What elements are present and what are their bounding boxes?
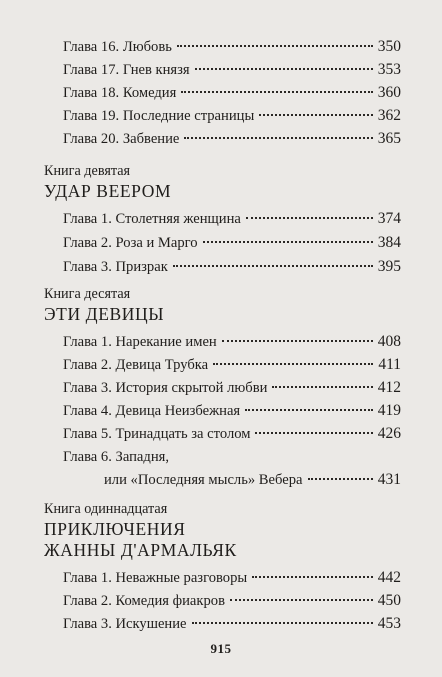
book-title: УДАР ВЕЕРОМ (44, 181, 172, 201)
entry-title: Глава 4. Девица Неизбежная (63, 403, 241, 419)
entry-title: Глава 1. Неважные разговоры (63, 570, 248, 586)
entry-title: Глава 2. Девица Трубка (63, 357, 209, 373)
entry-page: 350 (377, 38, 401, 55)
entry-page: 431 (377, 471, 401, 488)
toc-entry (63, 232, 401, 254)
book-label: Книга одиннадцатая (44, 501, 168, 517)
dot-leader (246, 216, 373, 219)
dot-leader (184, 136, 372, 139)
entry-page: 384 (377, 234, 401, 251)
entry-page: 453 (377, 615, 401, 632)
book-title: ЭТИ ДЕВИЦЫ (44, 304, 165, 324)
entry-title-continuation: или «Последняя мысль» Вебера (104, 472, 303, 488)
toc-entry (63, 377, 401, 399)
entry-title: Глава 1. Нарекание имен (63, 334, 217, 350)
toc-entry (63, 331, 401, 353)
entry-title: Глава 2. Роза и Марго (63, 235, 198, 251)
toc-entry (63, 400, 401, 422)
dot-leader (252, 575, 373, 578)
entry-title: Глава 16. Любовь (63, 39, 172, 55)
entry-title: Глава 3. История скрытой любви (63, 380, 268, 396)
dot-leader (255, 431, 372, 434)
entry-page: 426 (377, 425, 401, 442)
toc-entry (63, 128, 401, 150)
entry-title: Глава 20. Забвение (63, 131, 180, 147)
entry-page: 442 (377, 569, 401, 586)
entry-title: Глава 17. Гнев князя (63, 62, 190, 78)
dot-leader (230, 598, 373, 601)
entry-page: 411 (378, 356, 401, 373)
toc-entry (63, 105, 401, 127)
book-label: Книга десятая (44, 286, 131, 302)
entry-page: 419 (377, 402, 401, 419)
dot-leader (192, 621, 373, 624)
dot-leader (173, 264, 373, 267)
entry-title: Глава 3. Призрак (63, 259, 168, 275)
book-title: ЖАННЫ Д'АРМАЛЬЯК (44, 540, 237, 560)
toc-entry (63, 590, 401, 612)
toc-entry (63, 613, 401, 635)
entry-page: 360 (377, 84, 401, 101)
dot-leader (272, 385, 372, 388)
entry-page: 412 (377, 379, 401, 396)
entry-title: Глава 5. Тринадцать за столом (63, 426, 251, 442)
toc-entry (63, 36, 401, 58)
dot-leader (259, 113, 372, 116)
dot-leader (195, 67, 373, 70)
entry-page: 362 (377, 107, 401, 124)
entry-page: 408 (377, 333, 401, 350)
dot-leader (245, 408, 373, 411)
toc-entry (63, 208, 401, 230)
entry-title: Глава 6. Западня, (63, 449, 169, 465)
dot-leader (213, 362, 373, 365)
dot-leader (181, 90, 372, 93)
entry-title: Глава 3. Искушение (63, 616, 187, 632)
entry-page: 450 (377, 592, 401, 609)
toc-entry (63, 354, 401, 376)
entry-title: Глава 2. Комедия фиакров (63, 593, 225, 609)
entry-page: 374 (377, 210, 401, 227)
dot-leader (222, 339, 373, 342)
book-title: ПРИКЛЮЧЕНИЯ (44, 519, 186, 539)
toc-entry (63, 567, 401, 589)
toc-entry (63, 469, 401, 491)
entry-page: 395 (377, 258, 401, 275)
entry-title: Глава 19. Последние страницы (63, 108, 255, 124)
dot-leader (308, 477, 373, 480)
dot-leader (203, 240, 373, 243)
toc-entry (63, 256, 401, 278)
entry-page: 365 (377, 130, 401, 147)
toc-entry (63, 82, 401, 104)
page-number: 915 (210, 641, 232, 656)
entry-title: Глава 1. Столетняя женщина (63, 211, 241, 227)
dot-leader (177, 44, 373, 47)
toc-entry (63, 423, 401, 445)
toc-entry (63, 59, 401, 81)
book-label: Книга девятая (44, 163, 131, 179)
entry-page: 353 (377, 61, 401, 78)
entry-title: Глава 18. Комедия (63, 85, 177, 101)
